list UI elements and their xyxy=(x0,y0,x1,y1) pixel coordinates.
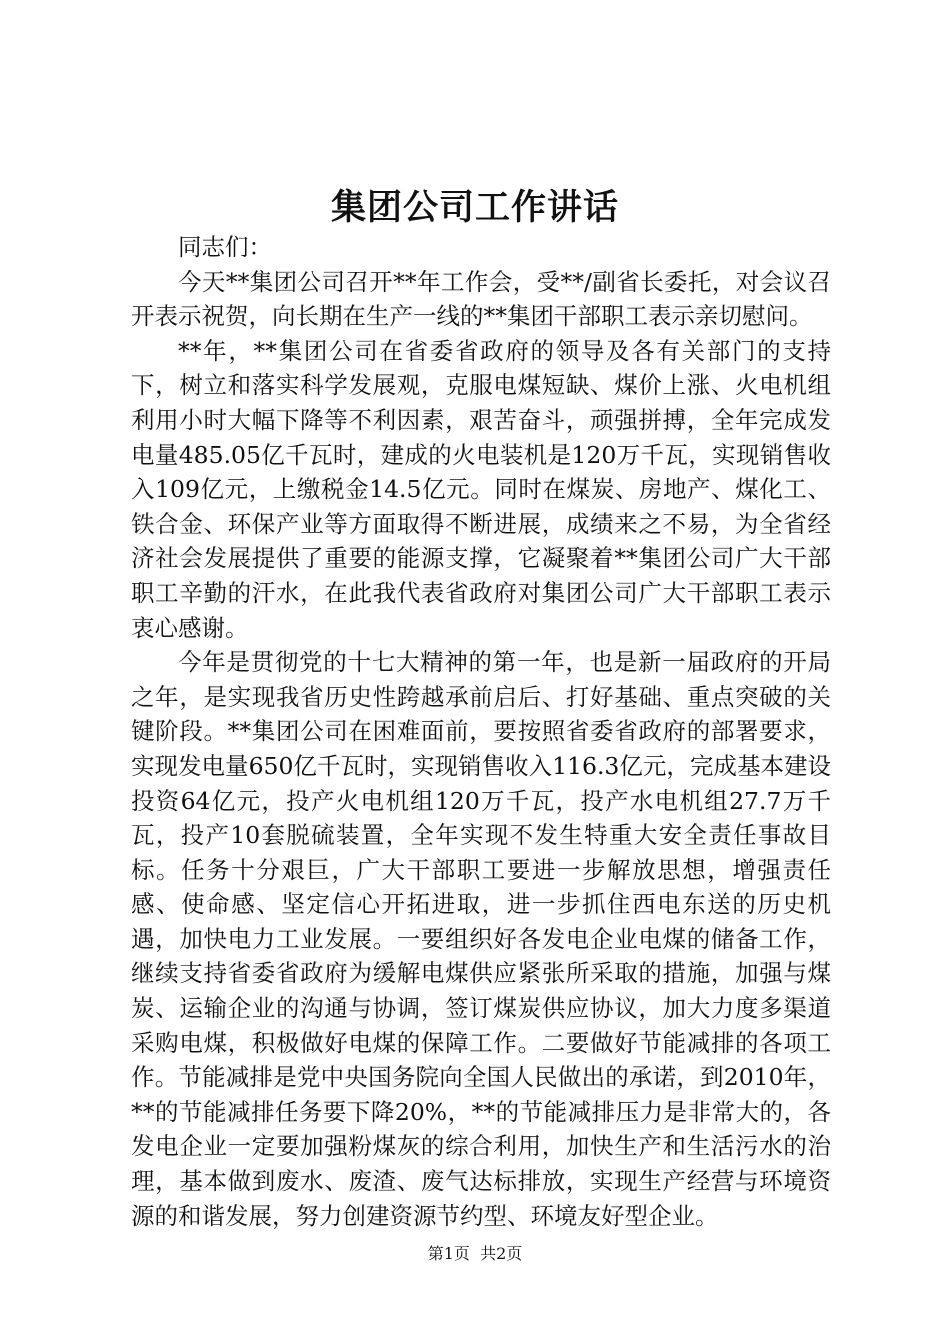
document-body xyxy=(131,230,831,1233)
page-total: 共2页 xyxy=(480,1244,523,1263)
body-paragraph: 今年是贯彻党的十七大精神的第一年，也是新一届政府的开局之年，是实现我省历史性跨越承前启后、打好基础、重点突破的关键阶段。**集团公司在困难面前，要按照省委省政府的部署要求，实现发电量650亿千瓦时，实现销售收入116.3亿元，完成基本建设投资64亿元，投产火电机组120万千瓦，投产水电机组27.7万千瓦，投产10套脱硫装置，全年实现不发生特重大安全责任事故目标。任务十分艰巨，广大干部职工要进一步解放思想，增强责任感、使命感、坚定信心开拓进取，进一步抓住西电东送的历史机遇，加快电力工业发展。一要组织好各发电企业电煤的储备工作，继续支持省委省政府为缓解电煤供应紧张所采取的措施，加强与煤炭、运输企业的沟通与协调，签订煤炭供应协议，加大力度多渠道采购电煤，积极做好电煤的保障工作。二要做好节能减排的各项工作。节能减排是党中央国务院向全国人民做出的承诺，到2010年，**的节能减排任务要下降20%，**的节能减排压力是非常大的，各发电企业一定要加强粉煤灰的综合利用，加快生产和生活污水的治理，基本做到废水、废渣、废气达标排放，实现生产经营与环境资源的和谐发展，努力创建资源节约型、环境友好型企业。 xyxy=(131,648,831,1230)
body-paragraph: **年，**集团公司在省委省政府的领导及各有关部门的支持下，树立和落实科学发展观，克服电煤短缺、煤价上涨、火电机组利用小时大幅下降等不利因素，艰苦奋斗，顽强拼搏，全年完成发电量485.05亿千瓦时，建成的火电装机是120万千瓦，实现销售收入109亿元，上缴税金14.5亿元。同时在煤炭、房地产、煤化工、铁合金、环保产业等方面取得不断进展，成绩来之不易，为全省经济社会发展提供了重要的能源支撑，它凝聚着**集团公司广大干部职工辛勤的汗水，在此我代表省政府对集团公司广大干部职工表示衷心感谢。 xyxy=(131,336,831,642)
page-footer xyxy=(0,1243,950,1265)
footer-separator xyxy=(470,1244,480,1263)
salutation-paragraph: 同志们： xyxy=(178,233,272,261)
document-title: 集团公司工作讲话 xyxy=(330,187,619,228)
page-number: 第1页 xyxy=(427,1244,470,1263)
body-paragraph: 今天**集团公司召开**年工作会，受**/副省长委托，对会议召开表示祝贺，向长期在生产一线的**集团干部职工表示亲切慰问。 xyxy=(131,267,831,331)
